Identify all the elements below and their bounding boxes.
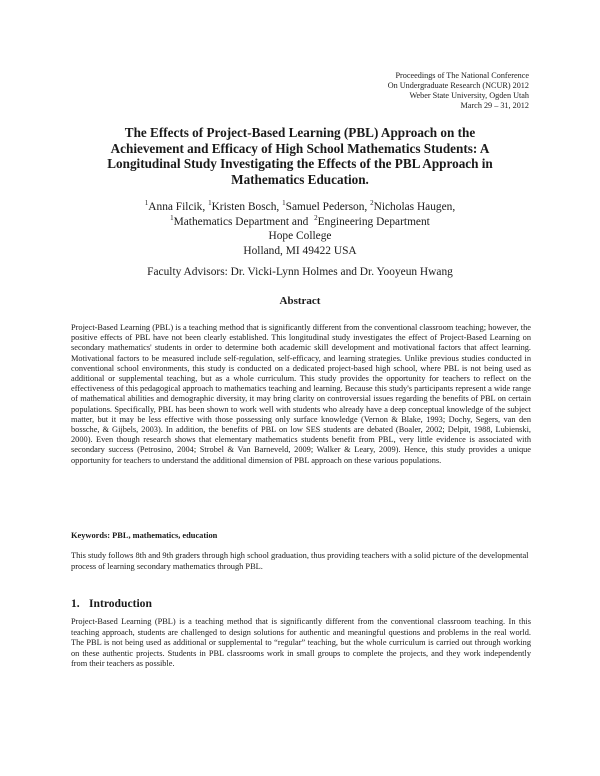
abstract-body: Project-Based Learning (PBL) is a teaching method that is significantly different from the conventional classroom teaching; however, the positive effects of PBL have not been clearly established. This longitudinal study investigates the effect of Project-Based Learning on secondary mathematics' students in order to determine both academic skill development and motivational factors that affect learning. Motivational factors to be measured include self-regulation, self-efficacy, and learning strategies. Unlike previous studies conducted in conventional school environments, this study is conducted on a dedicated project-based high school, where PBL is not being used as additional or supplemental teaching, but as a whole curriculum. This study provides the opportunity for teachers to reflect on the effectiveness of this pedagogical approach to mathematics teaching and learning. Because this study's participants represent a wide range of mathematical abilities and demographic diversity, it may bring clarity on controversial issues regarding the benefits of PBL on certain populations. Specifically, PBL has been shown to work well with students who already have a deep conceptual knowledge of the subject matter, but it may be less effective with those possessing only surface knowledge (Vernon & Blake, 1993; Dochy, Segers, van den bossche, & Gijbels, 2003). In addition, the benefits of PBL on low SES students are debated (Boaler, 2002; Delpit, 1988, Lubienski, 2000). Even though research shows that elementary mathematics students benefit from PBL, very little evidence is associated with secondary success (Petrosino, 2004; Strobel & Van Barneveld, 2009; Walker & Leary, 2009). Hence, this study provides a unique opportunity for teachers to understand the additional dimension of PBL approach on these various populations. [71, 323, 531, 465]
paper-title: The Effects of Project-Based Learning (PBL) Approach on the Achievement and Efficacy of High School Mathematics Students: A Longitudinal Study Investigating the Effects of the PBL Approach in Mathematics Education. [107, 125, 493, 187]
author-affiliation-mark: 1 [144, 199, 149, 208]
section-title: Introduction [89, 597, 152, 610]
department-name: Engineering Department [317, 215, 430, 228]
author-name: Anna Filcik, [148, 201, 209, 213]
header-line: Proceedings of The National Conference [395, 71, 529, 80]
author-affiliation-mark: 1 [282, 199, 286, 208]
author-affiliation-mark: 2 [370, 199, 374, 208]
department-mark: 1 [170, 213, 174, 222]
header-line: March 29 – 31, 2012 [460, 101, 529, 110]
conference-header [229, 71, 529, 111]
institution: Hope College [268, 230, 332, 243]
header-line: On Undergraduate Research (NCUR) 2012 [387, 81, 529, 90]
keywords: Keywords: PBL, mathematics, education [71, 531, 218, 540]
author-name: Kristen Bosch, [211, 201, 283, 213]
institution-location: Holland, MI 49422 USA [243, 244, 357, 257]
faculty-advisors: Faculty Advisors: Dr. Vicki-Lynn Holmes and Dr. Yooyeun Hwang [147, 266, 453, 278]
abstract-heading: Abstract [279, 295, 321, 307]
author-block [110, 200, 490, 258]
department-name: Mathematics Department and [173, 215, 315, 228]
author-departments [110, 215, 490, 230]
department-mark: 2 [314, 213, 318, 222]
author-name: Samuel Pederson, [285, 201, 371, 213]
author-affiliation-mark: 1 [208, 199, 212, 208]
intro-paragraph: This study follows 8th and 9th graders through high school graduation, thus providing teachers with a solid picture of the developmental process of learning secondary mathematics through PBL. [71, 551, 529, 571]
section-body: Project-Based Learning (PBL) is a teaching method that is significantly different from the conventional classroom teaching. In this teaching approach, students are challenged to design solutions for authentic and meaningful questions and problems in the real world. The PBL is not being used as additional or supplemental to “regular” teaching, but the whole curriculum is carried out through working on these authentic projects. Students in PBL classrooms work in small groups to complete the projects, and they work independently from their teachers as possible. [71, 617, 531, 669]
author-names [110, 200, 490, 215]
header-line: Weber State University, Ogden Utah [409, 91, 529, 100]
section-number: 1. [71, 597, 80, 610]
section-heading [71, 597, 371, 610]
author-name: Nicholas Haugen, [373, 201, 456, 213]
